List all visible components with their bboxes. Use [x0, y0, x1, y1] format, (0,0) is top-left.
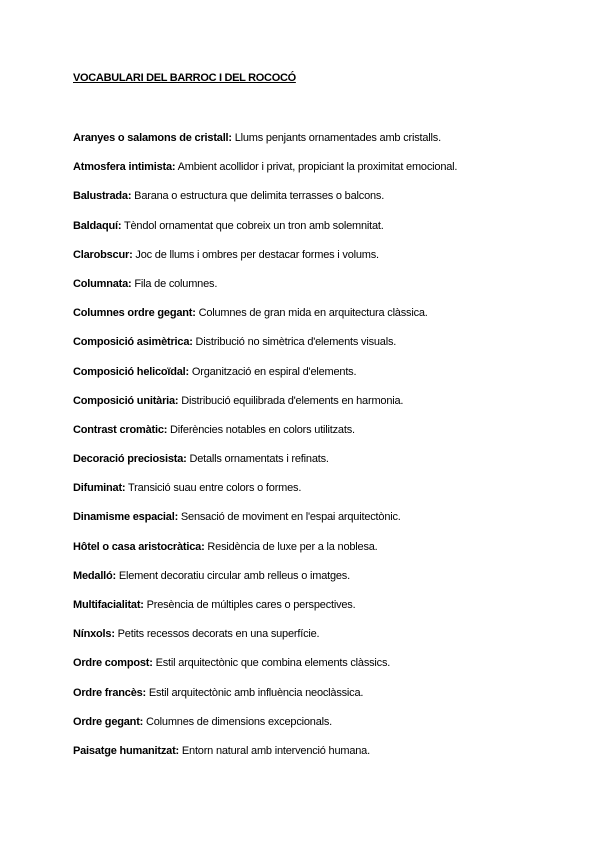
glossary-entry	[73, 627, 457, 656]
entry-definition: Detalls ornamentats i refinats.	[186, 453, 329, 466]
entry-definition: Sensació de moviment en l'espai arquitectònic.	[178, 511, 401, 524]
glossary-entry	[73, 540, 457, 569]
entry-term: Composició helicoïdal:	[73, 365, 190, 378]
entry-definition: Entorn natural amb intervenció humana.	[179, 744, 370, 757]
entry-term: Composició asimètrica:	[73, 336, 193, 349]
entry-definition: Organització en espiral d'elements.	[189, 365, 357, 378]
entry-term: Composició unitària:	[73, 394, 179, 407]
glossary-entry	[73, 394, 457, 423]
entry-definition: Distribució equilibrada d'elements en harmonia.	[178, 394, 404, 407]
glossary-entry	[73, 219, 457, 248]
entry-term: Decoració preciosista:	[73, 453, 187, 466]
entry-definition: Barana o estructura que delimita terrasses o balcons.	[131, 190, 385, 203]
entry-term: Ordre gegant:	[73, 715, 144, 728]
entry-term: Ordre compost:	[73, 657, 153, 670]
entry-term: Ordre francès:	[73, 686, 147, 699]
entry-definition: Fila de columnes.	[131, 277, 218, 290]
glossary-entry	[73, 189, 457, 218]
entry-term: Difuminat:	[73, 482, 126, 495]
glossary-entry	[73, 598, 457, 627]
glossary-entry	[73, 335, 457, 364]
entry-term: Medalló:	[73, 569, 117, 582]
glossary-entry	[73, 481, 457, 510]
entry-definition: Columnes de dimensions excepcionals.	[143, 715, 333, 728]
entry-definition: Transició suau entre colors o formes.	[125, 482, 302, 495]
entry-definition: Element decoratiu circular amb relleus o imatges.	[116, 569, 350, 582]
glossary-entry	[73, 569, 457, 598]
entry-definition: Petits recessos decorats en una superfície.	[114, 628, 320, 641]
entry-definition: Estil arquitectònic que combina elements clàssics.	[152, 657, 391, 670]
glossary-entry	[73, 656, 457, 685]
entry-term: Multifacialitat:	[73, 599, 144, 611]
entry-term: Hôtel o casa aristocràtica:	[73, 540, 205, 553]
glossary-entry	[73, 277, 457, 306]
glossary-entry	[73, 510, 457, 539]
glossary-entry	[73, 248, 457, 277]
entry-term: Balustrada:	[73, 190, 132, 203]
glossary-entry	[73, 365, 457, 394]
entry-term: Dinamisme espacial:	[73, 511, 179, 524]
entry-definition: Distribució no simètrica d'elements visuals.	[192, 336, 397, 349]
entry-definition: Joc de llums i ombres per destacar formes i volums.	[132, 248, 379, 261]
entry-term: Baldaquí:	[73, 219, 122, 232]
entry-term: Contrast cromàtic:	[73, 423, 168, 436]
entry-definition: Tèndol ornamentat que cobreix un tron amb solemnitat.	[121, 219, 384, 232]
entry-definition: Columnes de gran mida en arquitectura clàssica.	[195, 307, 428, 320]
entry-definition: Diferències notables en colors utilitzats.	[167, 423, 355, 436]
entry-definition: Llums penjants ornamentades amb cristalls.	[231, 132, 441, 144]
glossary-entry	[73, 131, 457, 160]
entry-term: Paisatge humanitzat:	[73, 744, 180, 757]
glossary-entry	[73, 306, 457, 335]
entry-term: Columnata:	[73, 277, 132, 290]
entry-term: Aranyes o salamons de cristall:	[73, 132, 232, 144]
glossary-entry	[73, 744, 457, 773]
glossary-entry	[73, 452, 457, 481]
entry-term: Nínxols:	[73, 628, 115, 641]
glossary-entry	[73, 160, 457, 189]
entry-term: Columnes ordre gegant:	[73, 307, 196, 320]
glossary-entry	[73, 423, 457, 452]
document-title: VOCABULARI DEL BARROC I DEL ROCOCÓ	[73, 72, 296, 84]
glossary-entry	[73, 715, 457, 744]
entry-definition: Presència de múltiples cares o perspectives.	[143, 599, 356, 611]
entry-term: Atmosfera intimista:	[73, 161, 176, 174]
entry-definition: Ambient acollidor i privat, propiciant la proximitat emocional.	[175, 161, 458, 174]
glossary-entry	[73, 686, 457, 715]
entry-term: Clarobscur:	[73, 248, 133, 261]
entry-definition: Residència de luxe per a la noblesa.	[204, 540, 378, 553]
glossary-list	[73, 131, 457, 773]
entry-definition: Estil arquitectònic amb influència neoclàssica.	[146, 686, 364, 699]
